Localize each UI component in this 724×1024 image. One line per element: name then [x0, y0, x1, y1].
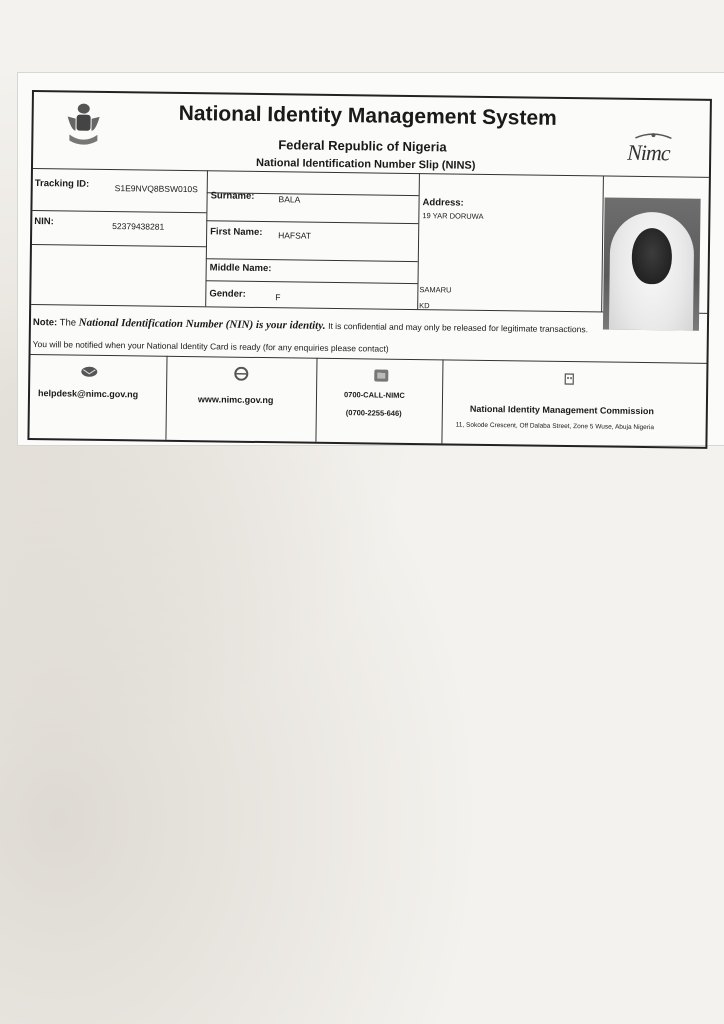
nimc-logo-icon	[621, 132, 685, 169]
divider	[441, 359, 443, 443]
website-link[interactable]: www.nimc.gov.ng	[197, 394, 274, 406]
divider	[206, 220, 418, 224]
phone-icon	[372, 368, 390, 382]
photo-face	[632, 228, 673, 285]
notify-text: You will be notified when your National Identity Card is ready (for any enquiries please contact)	[32, 339, 389, 354]
divider	[206, 280, 418, 284]
note-emphasis: National Identification Number (NIN) is your identity.	[78, 316, 326, 332]
divider	[206, 258, 418, 262]
nin-label: NIN:	[34, 216, 54, 228]
divider	[165, 356, 167, 440]
nin-slip	[27, 90, 712, 449]
address-line-2: SAMARU	[419, 285, 452, 295]
subtitle: Federal Republic of Nigeria	[278, 137, 447, 155]
tracking-id-value: S1E9NVQ8BSW010S	[114, 183, 198, 195]
holder-photo	[603, 198, 701, 331]
divider	[205, 170, 208, 306]
page-title: National Identity Management System	[178, 101, 557, 130]
gender-label: Gender:	[209, 288, 246, 300]
helpdesk-email[interactable]: helpdesk@nimc.gov.ng	[37, 388, 139, 400]
coat-of-arms-icon	[61, 100, 106, 149]
tracking-id-label: Tracking ID:	[34, 178, 90, 190]
first-name-label: First Name:	[210, 226, 263, 239]
email-icon	[80, 365, 98, 379]
nin-note	[33, 316, 588, 335]
address-label: Address:	[422, 197, 464, 209]
note-the: The	[59, 317, 77, 329]
phone-number[interactable]: (0700-2255-646)	[345, 408, 402, 418]
note-prefix: Note:	[32, 317, 58, 329]
gender-value: F	[275, 292, 281, 303]
surname-label: Surname:	[210, 190, 255, 202]
divider	[31, 354, 707, 364]
address-line-3: KD	[419, 301, 430, 311]
nimc-logo-text: Nimc	[627, 139, 670, 166]
divider	[32, 210, 206, 213]
nin-value: 52379438281	[112, 221, 165, 232]
web-icon	[232, 367, 250, 381]
surname-value: BALA	[278, 194, 301, 205]
slip-type: National Identification Number Slip (NINS)	[255, 156, 476, 172]
building-icon	[560, 371, 578, 385]
org-name: National Identity Management Commission	[469, 403, 654, 417]
org-address: 11, Sokode Crescent, Off Dalaba Street, Zone 5 Wuse, Abuja Nigeria	[455, 421, 655, 432]
middle-name-label: Middle Name:	[209, 262, 272, 275]
divider	[32, 244, 206, 247]
address-line-1: 19 YAR DORUWA	[422, 211, 484, 221]
first-name-value: HAFSAT	[278, 230, 312, 241]
divider	[315, 358, 317, 442]
phone-word[interactable]: 0700-CALL-NIMC	[343, 390, 405, 400]
note-rest: It is confidential and may only be released for legitimate transactions.	[328, 320, 589, 335]
